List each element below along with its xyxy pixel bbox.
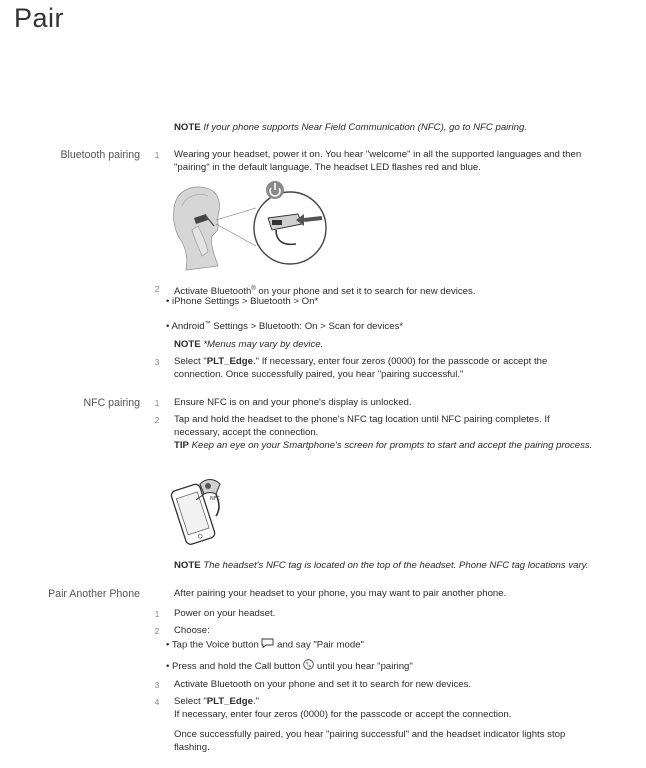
step-text-part: .": [252, 696, 260, 707]
step-text-part: on your phone and set it to search for new devices.: [255, 286, 476, 298]
bullet-text: Settings > Bluetooth: On > Scan for devices*: [210, 321, 404, 333]
section-heading-nfc-pairing: NFC pairing: [83, 397, 140, 409]
step-text: Choose:: [174, 625, 210, 636]
closing-text: flashing.: [174, 742, 210, 753]
headset-illustration-svg: [172, 178, 332, 278]
step-text: Wearing your headset, power it on. You hear "welcome" in all the supported languages and then: [174, 149, 582, 160]
step-number: 4: [154, 697, 160, 707]
page-title: Pair: [14, 3, 65, 33]
step-text: Power on your headset.: [174, 608, 276, 619]
step-text-part: Activate Bluetooth: [174, 286, 252, 298]
step-text: [174, 696, 259, 708]
step-text: [174, 356, 547, 368]
bullet-item: [166, 638, 364, 652]
note-nfc-tag: [174, 560, 588, 572]
power-icon: [266, 181, 284, 199]
bullet-item: [166, 659, 413, 674]
registered-mark: ®: [251, 286, 256, 292]
bullet-text: Android: [171, 321, 205, 333]
step-number: 1: [154, 150, 160, 160]
bullet-item: [166, 296, 318, 308]
step-text-part: Select ": [174, 356, 207, 367]
step-number: 1: [154, 609, 160, 619]
call-button-icon: [303, 659, 314, 674]
section-heading-pair-another-phone: Pair Another Phone: [48, 588, 140, 600]
step-text-part: Select ": [174, 696, 207, 707]
note-label: NOTE: [174, 122, 201, 133]
tip: [174, 440, 592, 452]
step-number: 3: [154, 357, 160, 367]
bullet-text: Tap the Voice button: [171, 639, 262, 651]
note-text: The headset's NFC tag is located on the top of the headset. Phone NFC tag locations vary.: [200, 560, 589, 571]
note-menus: [174, 339, 323, 351]
bullet-text: Press and hold the Call button: [172, 661, 304, 673]
step-number: 2: [154, 626, 160, 636]
step-number: 1: [154, 398, 160, 408]
note-text: *Menus may vary by device.: [200, 339, 324, 350]
trademark-mark: ™: [204, 321, 211, 327]
step-text: Activate Bluetooth on your phone and set it to search for new devices.: [174, 679, 472, 690]
step-text-part: ." If necessary, enter four zeros (0000) for the passcode or accept the: [252, 356, 548, 367]
step-text: If necessary, enter four zeros (0000) for the passcode or accept the connection.: [174, 709, 512, 720]
step-text: Tap and hold the headset to the phone's NFC tag location until NFC pairing completes. If: [174, 414, 550, 425]
note-text: If your phone supports Near Field Communication (NFC), go to NFC pairing.: [200, 122, 527, 133]
device-name: PLT_Edge: [206, 696, 253, 707]
note-nfc: [174, 122, 527, 134]
bullet-text: until you hear "pairing": [314, 661, 413, 673]
bullet-text: iPhone Settings > Bluetooth > On*: [172, 296, 319, 307]
bullet-dot: •: [166, 321, 170, 333]
nfc-label: NFC: [210, 496, 221, 502]
nfc-illustration-svg: [170, 470, 250, 550]
step-text: "pairing" in the default language. The headset LED flashes red and blue.: [174, 162, 481, 173]
tip-text: Keep an eye on your Smartphone's screen for prompts to start and accept the pairing process.: [188, 440, 593, 451]
voice-button-icon: [261, 638, 274, 652]
step-text: Ensure NFC is on and your phone's display is unlocked.: [174, 397, 412, 408]
step-text: necessary, accept the connection.: [174, 427, 319, 438]
headset-power-illustration: [172, 178, 332, 278]
bullet-text: and say "Pair mode": [274, 639, 364, 651]
intro-text: After pairing your headset to your phone, you may want to pair another phone.: [174, 588, 507, 599]
bullet-dot: •: [166, 639, 170, 651]
bullet-dot: •: [166, 296, 170, 307]
note-label: NOTE: [174, 560, 201, 571]
note-label: NOTE: [174, 339, 201, 350]
step-number: 2: [154, 415, 160, 425]
closing-text: Once successfully paired, you hear "pairing successful" and the headset indicator lights stop: [174, 729, 566, 740]
bullet-item: [166, 318, 403, 333]
step-number: 3: [154, 680, 160, 690]
device-name: PLT_Edge: [206, 356, 253, 367]
section-heading-bluetooth-pairing: Bluetooth pairing: [60, 149, 140, 161]
nfc-phone-illustration: [170, 470, 250, 550]
step-number: 2: [154, 284, 160, 294]
step-text: connection. Once successfully paired, you hear "pairing successful.": [174, 369, 464, 380]
tip-label: TIP: [174, 440, 189, 451]
bullet-dot: •: [166, 661, 170, 673]
